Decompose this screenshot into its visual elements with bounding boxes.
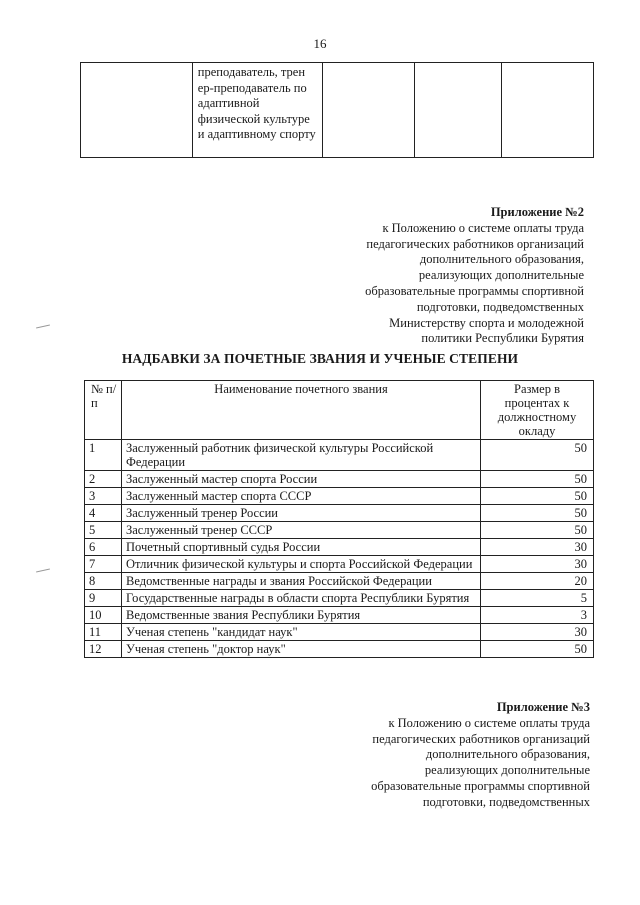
row-pct: 20: [481, 573, 594, 590]
table-row: [85, 505, 594, 522]
row-name: Ученая степень "доктор наук": [122, 641, 481, 658]
page-number: 16: [313, 36, 327, 51]
appendix-line: образовательные программы спортивной: [371, 778, 590, 793]
awards-table: [84, 380, 594, 658]
appendix-line: дополнительного образования,: [419, 252, 584, 267]
table-header-row: [85, 381, 594, 440]
row-name: Государственные награды в области спорта Республики Бурятия: [122, 590, 481, 607]
header-num: № п/п: [85, 381, 122, 440]
position-cell: преподаватель, трен ер-преподаватель по адаптивной физической культуре и адаптивному спорту: [192, 63, 322, 158]
row-name: Заслуженный работник физической культуры Российской Федерации: [122, 440, 481, 471]
appendix-line: образовательные программы спортивной: [365, 283, 584, 298]
row-name: Заслуженный тренер СССР: [122, 522, 481, 539]
row-pct: 50: [481, 505, 594, 522]
table-cell: [414, 63, 501, 158]
appendix-3-header: [290, 700, 590, 811]
table-row: [85, 556, 594, 573]
row-name: Почетный спортивный судья России: [122, 539, 481, 556]
row-num: 12: [85, 641, 122, 658]
row-name: Отличник физической культуры и спорта Российской Федерации: [122, 556, 481, 573]
scan-artifact: [36, 569, 50, 573]
table-row: [85, 488, 594, 505]
row-num: 7: [85, 556, 122, 573]
appendix-line: к Положению о системе оплаты труда: [388, 715, 590, 730]
row-name: Заслуженный мастер спорта СССР: [122, 488, 481, 505]
row-num: 3: [85, 488, 122, 505]
row-num: 6: [85, 539, 122, 556]
header-size: Размер в процентах к должностному окладу: [481, 381, 594, 440]
table-row: [85, 590, 594, 607]
row-pct: 50: [481, 488, 594, 505]
row-pct: 50: [481, 440, 594, 471]
appendix-line: дополнительного образования,: [425, 747, 590, 762]
table-row: [81, 63, 594, 158]
table-row: [85, 573, 594, 590]
table-row: [85, 624, 594, 641]
table-row: [85, 607, 594, 624]
row-pct: 30: [481, 539, 594, 556]
row-num: 10: [85, 607, 122, 624]
appendix-3-title: Приложение №3: [496, 700, 590, 714]
table-title: НАДБАВКИ ЗА ПОЧЕТНЫЕ ЗВАНИЯ И УЧЕНЫЕ СТЕПЕНИ: [121, 351, 519, 366]
appendix-line: педагогических работников организаций: [366, 236, 584, 251]
table-cell: [322, 63, 414, 158]
appendix-2-title: Приложение №2: [490, 205, 584, 219]
table-cell: [81, 63, 193, 158]
table-cell: [501, 63, 593, 158]
table-row: [85, 471, 594, 488]
table-row: [85, 522, 594, 539]
appendix-line: к Положению о системе оплаты труда: [382, 220, 584, 235]
row-pct: 30: [481, 624, 594, 641]
row-pct: 5: [481, 590, 594, 607]
appendix-line: педагогических работников организаций: [372, 731, 590, 746]
row-pct: 50: [481, 471, 594, 488]
appendix-line: политики Республики Бурятия: [421, 331, 584, 346]
row-pct: 50: [481, 522, 594, 539]
row-name: Заслуженный мастер спорта России: [122, 471, 481, 488]
appendix-line: реализующих дополнительные: [424, 763, 590, 778]
appendix-line: реализующих дополнительные: [418, 268, 584, 283]
row-num: 9: [85, 590, 122, 607]
row-name: Ведомственные награды и звания Российской Федерации: [122, 573, 481, 590]
row-name: Заслуженный тренер России: [122, 505, 481, 522]
row-num: 2: [85, 471, 122, 488]
row-num: 11: [85, 624, 122, 641]
table-row: [85, 641, 594, 658]
row-pct: 50: [481, 641, 594, 658]
row-name: Ученая степень "кандидат наук": [122, 624, 481, 641]
row-num: 1: [85, 440, 122, 471]
continuation-table: [80, 62, 594, 158]
appendix-line: подготовки, подведомственных: [422, 794, 590, 809]
table-row: [85, 539, 594, 556]
appendix-2-header: [284, 205, 584, 347]
row-num: 4: [85, 505, 122, 522]
row-num: 8: [85, 573, 122, 590]
header-name: Наименование почетного звания: [122, 381, 481, 440]
row-pct: 3: [481, 607, 594, 624]
row-pct: 30: [481, 556, 594, 573]
appendix-line: подготовки, подведомственных: [416, 299, 584, 314]
appendix-line: Министерству спорта и молодежной: [389, 315, 584, 330]
row-name: Ведомственные звания Республики Бурятия: [122, 607, 481, 624]
scan-artifact: [36, 325, 50, 329]
table-row: [85, 440, 594, 471]
row-num: 5: [85, 522, 122, 539]
